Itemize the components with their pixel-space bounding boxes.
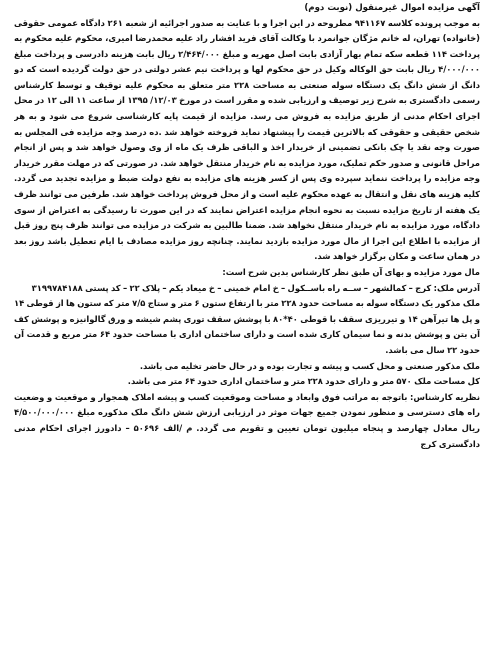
auction-notice — [14, 2, 480, 650]
property-area: کل مساحت ملک ۵۷۰ متر و دارای حدود ۲۲۸ متر و ساختمان اداری حدود ۶۴ متر می باشد. — [127, 376, 480, 387]
notice-body-paragraph: به موجب پرونده کلاسه ۹۴۱۱۶۷ مطروحه در این اجرا و با عنایت به صدور اجرائیه از شعبه ۲۶۱ دادگاه عمومی حقوقی (خانواده) تهران، له خانم مژگان جوانمرد با وکالت آقای فرید افشار راد علیه محمدرضا امیری، محکوم علیه محکوم به پرداخت ۱۱۴ قطعه سکه تمام بهار آزادی بابت اصل مهریه و مبلغ ۲/۴۶۴/۰۰۰ ریال بابت هزینه دادرسی و پرداخت مبلغ ۴/۰۰۰/۰۰۰ ریال بابت حق الوکاله وکیل در حق محکوم لها و پرداخت نیم عشر دولتی در حق دولت گردیده است که دو دانگ از شش دانگ یک دستگاه سوله صنعتی به مساحت ۲۲۸ متر متعلق به محکوم علیه توقیف و توسط کارشناس رسمی دادگستری به شرح زیر توصیف و ارزیابی شده و مقرر است در مورخ ۱۲/۰۳/ ۱۳۹۵ از ساعت ۱۱ الی ۱۲ در محل اجرای احکام مدنی از طریق مزایده به فروش می رسد. مزایده از قیمت پایه کارشناسی شروع می شود و به هر شخص حقیقی و حقوقی که بالاترین قیمت را پیشنهاد نماید فروخته خواهد شد .ده درصد وجه مزایده فی المجلس به صورت وجه نقد یا چک بانکی تضمینی از خریدار اخذ و الباقی ظرف یک ماه از وی وصول خواهد شد و پس از انجام مراحل قانونی و صدور حکم تملیک، مورد مزایده به نام خریدار منتقل خواهد شد. در صورتی که در مهلت مقرر خریدار وجه مزایده را پرداخت ننماید سپرده وی پس از کسر هزینه های مزایده به نفع دولت ضبط و مزایده تجدید می گردد. کلیه هزینه های نقل و انتقال به عهده محکوم علیه است و از محل فروش پرداخت خواهد شد. طرفین می توانند ظرف یک هفته از تاریخ مزایده نسبت به نحوه انجام مزایده اعتراض نمایند که در این صورت تا رسیدگی به اعتراض از سوی دادگاه، مورد مزایده به نام خریدار منتقل نخواهد شد. ضمنا طالبین به شرکت در مزایده می توانند ظرف پنج روز قبل از مزایده با اطلاع این اجرا از مال مورد مزایده بازدید نمایند. چنانچه روز مزایده مصادف با ایام تعطیل باشد روز بعد در همان ساعت و مکان برگزار خواهد شد. — [14, 17, 480, 262]
property-usage: ملک مذکور صنعتی و محل کسب و پیشه و تجارت بوده و در حال حاضر تخلیه می باشد. — [139, 360, 480, 371]
property-intro: مال مورد مزایده و بهای آن طبق نظر کارشناس بدین شرح است: — [222, 267, 480, 277]
notice-title: آگهی مزایده اموال غیرمنقول (نوبت دوم) — [304, 3, 480, 13]
expert-opinion: نظریه کارشناس: باتوجه به مراتب فوق وابعاد و مساحت وموقعیت کسب و پیشه املاک همجوار و موقعیت و وضعیت راه های دسترسی و منظور نمودن جمیع جهات موثر در ارزیابی ارزش شش دانگ ملک مذکوره مبلغ ۴/۵۰۰/۰۰۰/۰۰۰ ریال معادل چهارصد و پنجاه میلیون تومان تعیین و تقویم می گردد. م /الف ۵۰۶۹۶ – دادورز اجرای احکام مدنی دادگستری کرج — [14, 391, 480, 449]
property-address: آدرس ملک: کرج – کمالشهر – ســه راه باســکول – خ امام خمینی – خ میعاد یکم – پلاک ۲۲ – کد پستی ۳۱۹۹۷۸۴۱۸۸ — [31, 282, 480, 293]
property-description: ملک مذکور یک دستگاه سوله به مساحت حدود ۲۲۸ متر با ارتفاع ستون ۶ متر و ستاج ۷/۵ متر که ستون ها از قوطی ۱۴ و پل ها تیرآهن ۱۴ و تیرریزی سقف با قوطی ۴۰*۸۰ با پوشش سقف توری پشم شیشه و ورق گالوانیزه و پوشش کف آن بتن و پوشش بدنه و نما سیمان کاری شده است و دارای ساختمان اداری با مساحت حدود ۶۴ متر مربع و قدمت آن حدود ۲۲ سال می باشد. — [14, 298, 480, 355]
